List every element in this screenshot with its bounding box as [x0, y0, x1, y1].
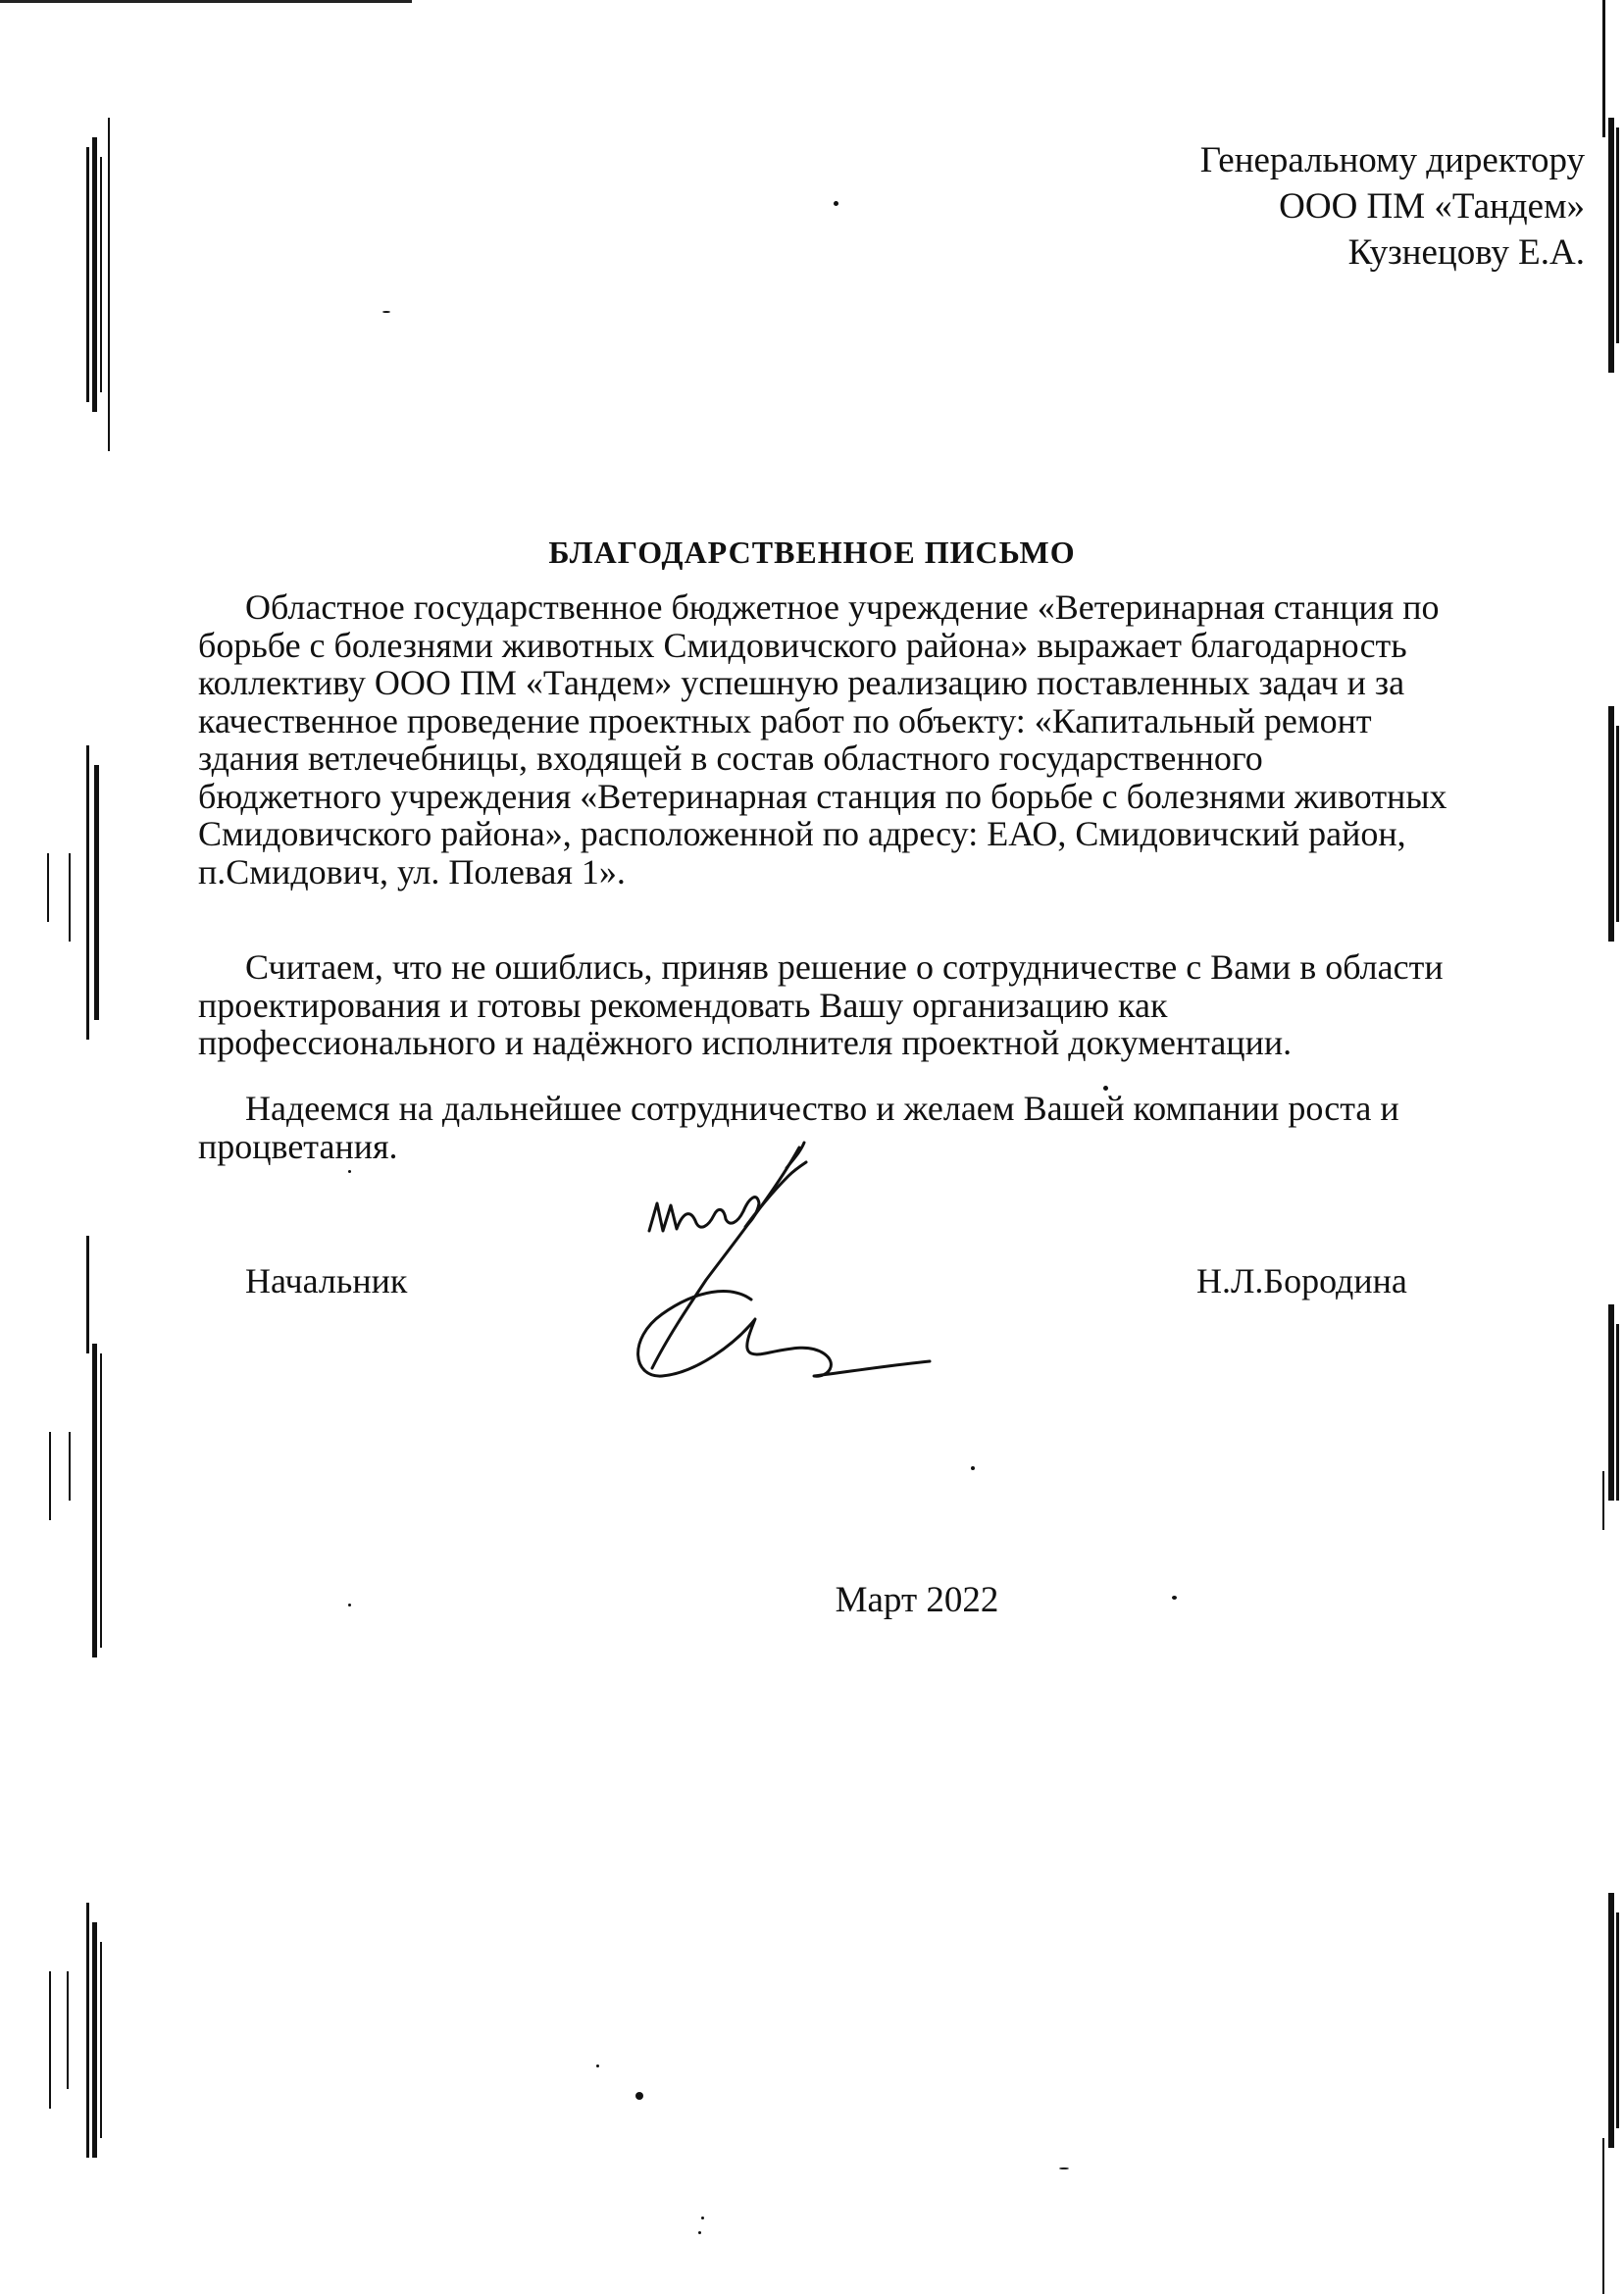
paragraph-line: здания ветлечебницы, входящей в состав областного государственного: [198, 739, 1263, 778]
paragraph-recommendation: [198, 948, 1571, 1062]
paragraph-line: профессионального и надёжного исполнителя проектной документации.: [198, 1023, 1293, 1062]
signer-position: Начальник: [245, 1261, 408, 1300]
scan-speck: [1059, 2167, 1069, 2169]
addressee-position: Генеральному директору: [1199, 140, 1585, 180]
scan-speck: [701, 2217, 704, 2219]
addressee-company: ООО ПМ «Тандем»: [1279, 186, 1585, 227]
paragraph-line: борьбе с болезнями животных Смидовичского района» выражает благодарность: [198, 625, 1407, 665]
paragraph-line: проектирования и готовы рекомендовать Вашу организацию как: [198, 985, 1168, 1025]
scan-speck: [971, 1466, 975, 1470]
scan-speck: [834, 201, 838, 206]
paragraph-line: коллективу ООО ПМ «Тандем» успешную реализацию поставленных задач и за: [198, 663, 1405, 702]
scan-edge-left: [78, 0, 118, 2294]
paragraph-line: Считаем, что не ошиблись, приняв решение о сотрудничестве с Вами в области: [245, 947, 1444, 987]
addressee-block: [898, 137, 1585, 276]
letter-title: БЛАГОДАРСТВЕННОЕ ПИСЬМО: [548, 535, 1076, 570]
scan-speck: [698, 2231, 701, 2234]
paragraph-line: процветания.: [198, 1126, 398, 1166]
signer-name: Н.Л.Бородина: [1196, 1261, 1407, 1300]
paragraph-line: бюджетного учреждения «Ветеринарная станция по борьбе с болезнями животных: [198, 776, 1447, 816]
paragraph-gratitude: [198, 588, 1571, 891]
scan-speck: [348, 1170, 351, 1173]
scan-edge-right: [1589, 0, 1624, 2294]
paragraph-line: Надеемся на дальнейшее сотрудничество и желаем Вашей компании роста и: [245, 1089, 1399, 1128]
paragraph-line: Областное государственное бюджетное учреждение «Ветеринарная станция по: [245, 587, 1440, 627]
addressee-name: Кузнецову Е.А.: [1347, 232, 1585, 273]
scan-speck: [596, 2065, 599, 2067]
paragraph-line: качественное проведение проектных работ по объекту: «Капитальный ремонт: [198, 700, 1372, 740]
paragraph-line: п.Смидович, ул. Полевая 1».: [198, 851, 626, 892]
handwritten-signature: [628, 1133, 1040, 1456]
scan-top-edge: [0, 0, 412, 3]
scan-speck: [635, 2092, 643, 2100]
letter-date: Март 2022: [835, 1580, 999, 1620]
paragraph-line: Смидовичского района», расположенной по адресу: ЕАО, Смидовичский район,: [198, 814, 1406, 853]
scan-speck: [382, 311, 390, 313]
